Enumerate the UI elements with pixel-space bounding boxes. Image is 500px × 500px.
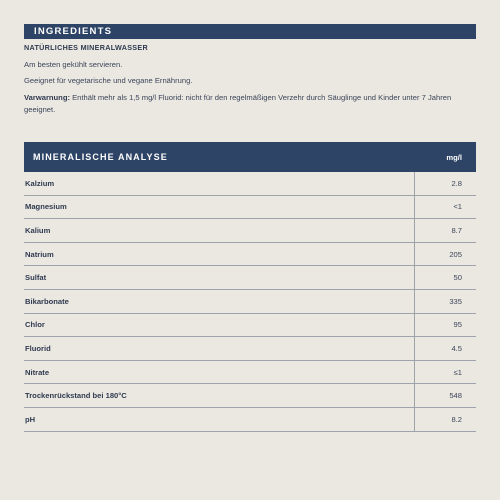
mineral-name: Kalzium <box>24 172 415 195</box>
mineral-value: <1 <box>453 202 462 212</box>
mineral-value: 548 <box>449 391 462 401</box>
table-row <box>24 172 476 196</box>
mineral-name: Trockenrückstand bei 180°C <box>24 384 415 407</box>
mineral-name: Bikarbonate <box>24 290 415 313</box>
mineral-value: 2.8 <box>451 178 462 188</box>
table-row <box>24 219 476 243</box>
diet-note: Geeignet für vegetarische und vegane Ernährung. <box>24 76 193 85</box>
table-row <box>24 361 476 385</box>
mineral-name: Sulfat <box>24 266 415 289</box>
table-header <box>24 142 476 172</box>
mineral-value: 95 <box>453 320 462 330</box>
mineral-value: 8.2 <box>451 414 462 424</box>
mineral-name: Chlor <box>24 314 415 337</box>
mineral-value: 335 <box>449 296 462 306</box>
mineral-value: 205 <box>449 249 462 259</box>
mineral-name: Kalium <box>24 219 415 242</box>
serving-note: Am besten gekühlt servieren. <box>24 60 123 69</box>
table-row <box>24 196 476 220</box>
table-row <box>24 384 476 408</box>
warning-label: Varwarnung: <box>24 93 70 102</box>
ingredients-header: INGREDIENTS <box>24 24 476 39</box>
mineral-name: Natrium <box>24 243 415 266</box>
warning-note <box>24 92 476 116</box>
table-row <box>24 266 476 290</box>
mineral-name: Nitrate <box>24 361 415 384</box>
table-row <box>24 337 476 361</box>
mineral-value: 4.5 <box>451 343 462 353</box>
mineral-name: Fluorid <box>24 337 415 360</box>
table-row <box>24 314 476 338</box>
mineral-value: 8.7 <box>451 225 462 235</box>
mineral-value: 50 <box>453 273 462 283</box>
warning-text: Enthält mehr als 1,5 mg/l Fluorid: nicht für den regelmäßigen Verzehr durch Säuglinge und Kinder unter 7 Jahren geeignet. <box>24 93 452 114</box>
mineral-analysis-table <box>24 142 476 432</box>
table-row <box>24 408 476 432</box>
table-title: MINERALISCHE ANALYSE <box>33 152 168 162</box>
table-row <box>24 290 476 314</box>
table-row <box>24 243 476 267</box>
mineral-name: Magnesium <box>24 196 415 219</box>
product-subtitle: NATÜRLICHES MINERALWASSER <box>24 43 148 52</box>
mineral-name: pH <box>24 408 415 431</box>
mineral-value: ≤1 <box>453 367 462 377</box>
unit-header: mg/l <box>446 152 462 162</box>
